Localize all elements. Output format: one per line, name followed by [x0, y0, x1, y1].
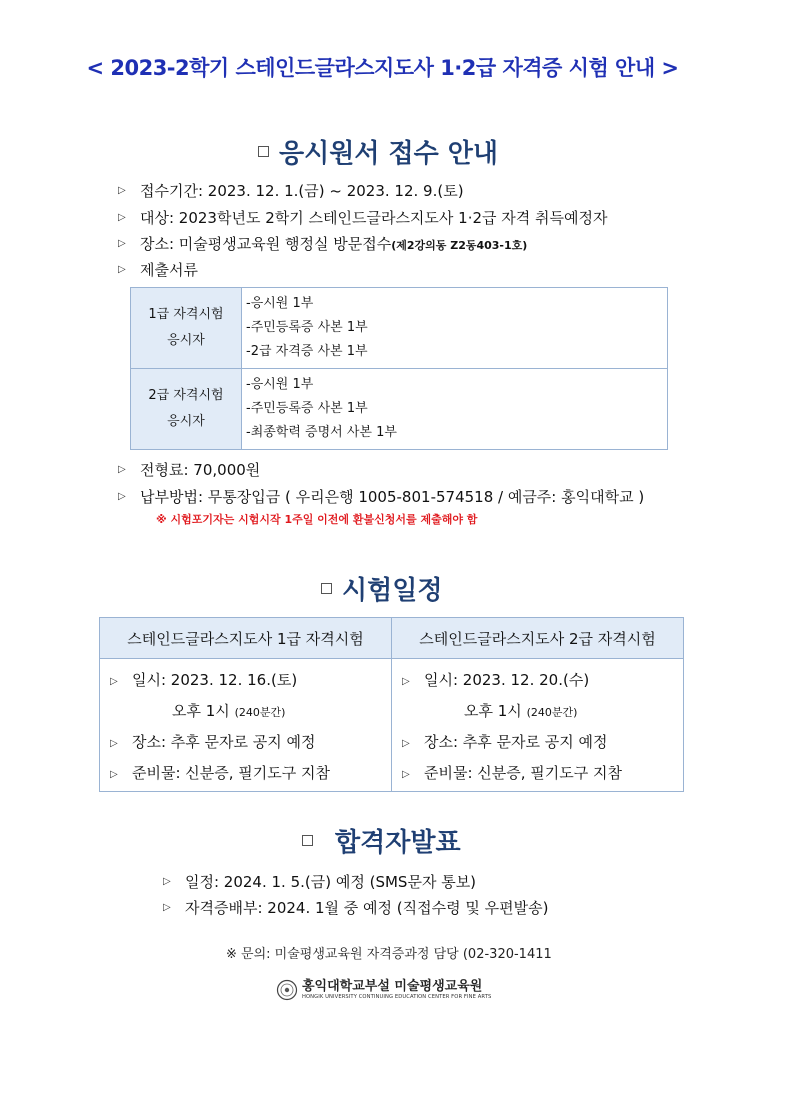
triangle-bullet-icon: ▷: [163, 876, 171, 887]
application-target: ▷ 대상: 2023학년도 2학기 스테인드글라스지도사 1·2급 자격 취득예정자: [118, 209, 608, 227]
square-bullet-icon: [258, 146, 269, 157]
triangle-bullet-icon: ▷: [118, 185, 126, 196]
triangle-bullet-icon: ▷: [110, 738, 118, 749]
results-date: ▷ 일정: 2024. 1. 5.(금) 예정 (SMS문자 통보): [163, 873, 477, 891]
triangle-bullet-icon: ▷: [402, 676, 410, 687]
application-place: ▷ 장소: 미술평생교육원 행정실 방문접수(제2강의동 Z2동403-1호): [118, 235, 528, 253]
contact-note: ※ 문의: 미술평생교육원 자격증과정 담당 (02-320-1411: [226, 947, 552, 962]
page-title: < 2023-2학기 스테인드글라스지도사 1·2급 자격증 시험 안내 >: [86, 56, 679, 80]
application-heading: 응시원서 접수 안내: [258, 133, 498, 170]
documents-table: [130, 287, 668, 450]
triangle-bullet-icon: ▷: [118, 264, 126, 275]
logo-subtitle: HONGIK UNIVERSITY CONTINUING EDUCATION CENTER FOR FINE ARTS: [302, 994, 492, 1000]
table-row: [100, 618, 684, 659]
schedule-cell: ▷ 일시: 2023. 12. 16.(토) 오후 1시 (240분간) ▷ 장소: 추후 문자로 공지 예정 ▷ 준비물: 신분증, 필기도구 지참: [100, 659, 392, 792]
institution-logo: [276, 979, 491, 1001]
triangle-bullet-icon: ▷: [110, 676, 118, 687]
emblem-icon: [276, 979, 298, 1001]
fee: ▷ 전형료: 70,000원: [118, 461, 261, 479]
square-bullet-icon: [321, 583, 332, 594]
triangle-bullet-icon: ▷: [118, 464, 126, 475]
table-header: 스테인드글라스지도사 1급 자격시험: [100, 618, 392, 659]
triangle-bullet-icon: ▷: [118, 491, 126, 502]
schedule-table: [99, 617, 684, 792]
table-cell-items: -응시원 1부 -주민등록증 사본 1부 -2급 자격증 사본 1부: [242, 288, 668, 369]
documents-label: ▷ 제출서류: [118, 261, 198, 279]
triangle-bullet-icon: ▷: [118, 238, 126, 249]
payment: ▷ 납부방법: 무통장입금 ( 우리은행 1005-801-574518 / 예금주: 홍익대학교 ): [118, 488, 645, 506]
results-heading: 합격자발표: [302, 822, 461, 859]
table-cell-label: 2급 자격시험 응시자: [131, 369, 242, 450]
refund-notice: ※ 시험포기자는 시험시작 1주일 이전에 환불신청서를 제출해야 함: [156, 513, 478, 526]
table-row: [131, 288, 668, 369]
application-period: ▷ 접수기간: 2023. 12. 1.(금) ~ 2023. 12. 9.(토): [118, 182, 464, 200]
triangle-bullet-icon: ▷: [110, 769, 118, 780]
square-bullet-icon: [302, 835, 313, 846]
table-cell-label: 1급 자격시험 응시자: [131, 288, 242, 369]
triangle-bullet-icon: ▷: [118, 212, 126, 223]
table-row: [131, 369, 668, 450]
triangle-bullet-icon: ▷: [402, 769, 410, 780]
certificate-distribution: ▷ 자격증배부: 2024. 1월 중 예정 (직접수령 및 우편발송): [163, 899, 549, 917]
table-cell-items: -응시원 1부 -주민등록증 사본 1부 -최종학력 증명서 사본 1부: [242, 369, 668, 450]
schedule-cell: ▷ 일시: 2023. 12. 20.(수) 오후 1시 (240분간) ▷ 장소: 추후 문자로 공지 예정 ▷ 준비물: 신분증, 필기도구 지참: [392, 659, 684, 792]
logo-name: 홍익대학교부설 미술평생교육원: [302, 979, 483, 994]
schedule-heading: 시험일정: [321, 570, 442, 607]
triangle-bullet-icon: ▷: [163, 902, 171, 913]
table-header: 스테인드글라스지도사 2급 자격시험: [392, 618, 684, 659]
triangle-bullet-icon: ▷: [402, 738, 410, 749]
table-row: [100, 659, 684, 792]
